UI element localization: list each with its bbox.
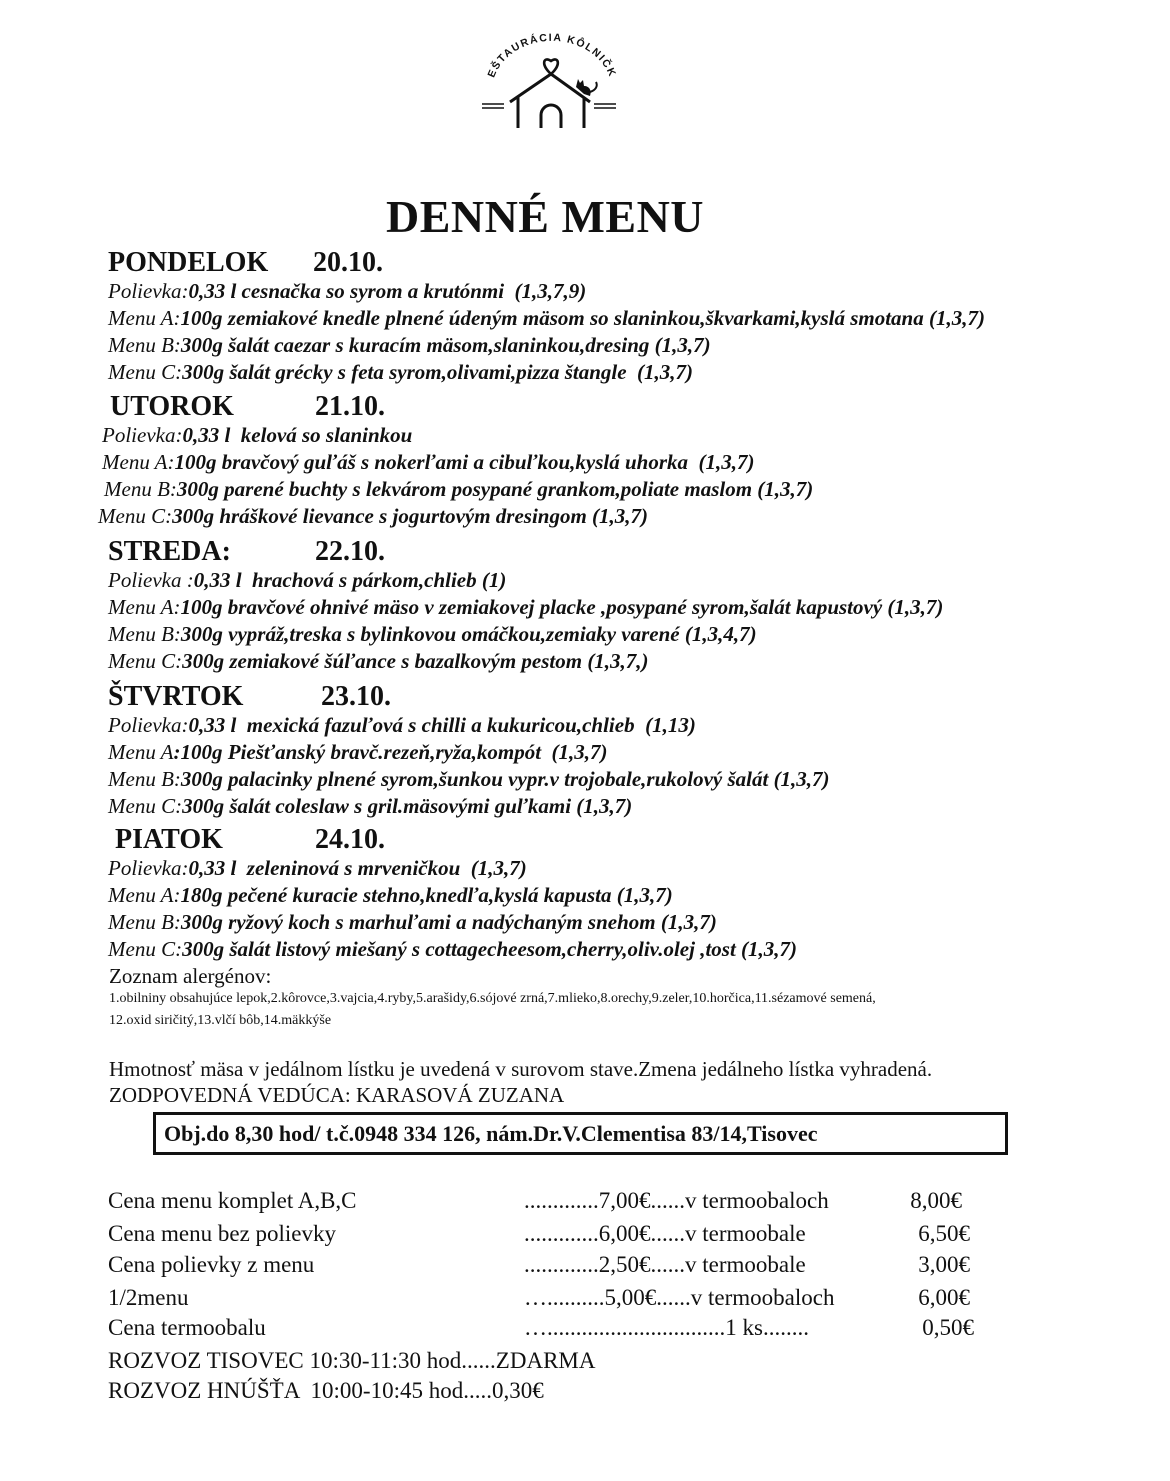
day-date: 20.10. — [313, 247, 383, 278]
price-value: 8,00€ — [910, 1188, 962, 1213]
house-heart-cat-logo-icon — [472, 30, 632, 140]
price-base: .............6,00€......v termoobale — [524, 1221, 806, 1246]
weight-note: Hmotnosť mäsa v jedálnom lístku je uvedená v surovom stave.Zmena jedálneho lístka vyhradená. — [109, 1057, 933, 1081]
day-header — [108, 825, 797, 855]
menu-item-soup: Polievka :0,33 l hrachová s párkom,chlieb (1) — [108, 568, 507, 592]
restaurant-logo — [472, 30, 632, 140]
menu-item-c: Menu C:300g šalát listový miešaný s cottagecheesom,cherry,oliv.olej ,tost (1,3,7) — [108, 937, 798, 961]
price-row — [108, 1219, 988, 1249]
day-header — [102, 392, 813, 422]
price-label: Cena termoobalu — [108, 1315, 266, 1340]
price-value: 6,00€ — [918, 1285, 970, 1310]
price-label: Cena polievky z menu — [108, 1252, 315, 1277]
price-label: Cena menu komplet A,B,C — [108, 1188, 357, 1213]
menu-item-c: Menu C:300g zemiakové šúľance s bazalkovým pestom (1,3,7,) — [108, 649, 649, 673]
day-name: ŠTVRTOK — [108, 681, 244, 712]
menu-item-b: Menu B:300g šalát caezar s kuracím mäsom,slaninkou,dresing (1,3,7) — [108, 333, 711, 357]
price-value: 6,50€ — [918, 1221, 970, 1246]
day-date: 21.10. — [315, 391, 385, 422]
price-label: Cena menu bez polievky — [108, 1221, 337, 1246]
menu-item-soup: Polievka:0,33 l kelová so slaninkou — [102, 423, 413, 447]
menu-item-soup: Polievka:0,33 l zeleninová s mrveničkou (1,3,7) — [108, 856, 527, 880]
day-date: 22.10. — [315, 536, 385, 567]
menu-item-soup: Polievka:0,33 l cesnačka so syrom a krutónmi (1,3,7,9) — [108, 279, 587, 303]
allergens-heading: Zoznam alergénov: — [109, 964, 272, 988]
menu-item-a: Menu A:100g Piešťanský bravč.rezeň,ryža,kompót (1,3,7) — [108, 740, 608, 764]
delivery-hnusta: ROZVOZ HNÚŠŤA 10:00-10:45 hod.....0,30€ — [108, 1378, 544, 1403]
menu-item-c: Menu C:300g hráškové lievance s jogurtovým dresingom (1,3,7) — [98, 504, 649, 528]
day-name: PIATOK — [115, 824, 223, 855]
menu-item-b: Menu B:300g parené buchty s lekvárom posypané grankom,poliate maslom (1,3,7) — [104, 477, 814, 501]
price-base: …..........5,00€......v termoobaloch — [524, 1285, 835, 1310]
menu-item-c: Menu C:300g šalát grécky s feta syrom,olivami,pizza štangle (1,3,7) — [108, 360, 694, 384]
order-info-box: Obj.do 8,30 hod/ t.č.0948 334 126, nám.Dr.V.Clementisa 83/14,Tisovec — [153, 1112, 1008, 1155]
responsible-person: ZODPOVEDNÁ VEDÚCA: KARASOVÁ ZUZANA — [109, 1083, 565, 1107]
price-base: .............2,50€......v termoobale — [524, 1252, 806, 1277]
menu-item-a: Menu A:100g bravčové ohnivé mäso v zemiakovej placke ,posypané syrom,šalát kapustový (1,3,7) — [108, 595, 944, 619]
menu-item-c: Menu C:300g šalát coleslaw s gril.mäsovými guľkami (1,3,7) — [108, 794, 633, 818]
price-row — [108, 1250, 988, 1280]
day-monday — [108, 248, 985, 386]
day-date: 24.10. — [315, 824, 385, 855]
price-value: 3,00€ — [918, 1252, 970, 1277]
day-friday — [108, 825, 797, 963]
day-name: PONDELOK — [108, 247, 269, 278]
day-header — [108, 682, 830, 712]
allergens-line-1: 1.obilniny obsahujúce lepok,2.kôrovce,3.vajcia,4.ryby,5.arašidy,6.sójové zrná,7.mlieko,8.orechy,9.zeler,10.horčica,11.sézamové semená, — [109, 991, 876, 1006]
price-row — [108, 1283, 988, 1313]
menu-item-b: Menu B:300g palacinky plnené syrom,šunkou vypr.v trojobale,rukolový šalát (1,3,7) — [108, 767, 830, 791]
price-value: 0,50€ — [922, 1315, 974, 1340]
menu-item-soup: Polievka:0,33 l mexická fazuľová s chilli a kukuricou,chlieb (1,13) — [108, 713, 696, 737]
price-base: …...............................1 ks........ — [524, 1315, 809, 1340]
price-label: 1/2menu — [108, 1285, 189, 1310]
menu-item-a: Menu A:100g zemiakové knedle plnené údeným mäsom so slaninkou,škvarkami,kyslá smotana (1,3,7) — [108, 306, 985, 330]
day-wednesday — [108, 537, 943, 675]
menu-item-b: Menu B:300g ryžový koch s marhuľami a nadýchaným snehom (1,3,7) — [108, 910, 717, 934]
menu-item-b: Menu B:300g vypráž,treska s bylinkovou omáčkou,zemiaky varené (1,3,4,7) — [108, 622, 757, 646]
day-tuesday — [98, 391, 814, 530]
day-name: UTOROK — [110, 391, 234, 422]
day-name: STREDA: — [108, 536, 231, 567]
page-title: DENNÉ MENU — [385, 191, 705, 242]
allergens-line-2: 12.oxid siričitý,13.vlčí bôb,14.mäkkýše — [109, 1013, 332, 1028]
price-row — [108, 1186, 988, 1216]
logo-text: EŠTAURÁCIA KÔLNIČK — [485, 31, 619, 80]
day-header — [108, 248, 985, 278]
day-thursday — [108, 682, 830, 820]
day-date: 23.10. — [321, 681, 391, 712]
menu-item-a: Menu A:100g bravčový guľáš s nokerľami a cibuľkou,kyslá uhorka (1,3,7) — [102, 450, 755, 474]
delivery-tisovec: ROZVOZ TISOVEC 10:30-11:30 hod......ZDARMA — [108, 1348, 596, 1373]
price-row — [108, 1313, 988, 1343]
price-base: .............7,00€......v termoobaloch — [524, 1188, 829, 1213]
menu-item-a: Menu A:180g pečené kuracie stehno,knedľa,kyslá kapusta (1,3,7) — [108, 883, 673, 907]
day-header — [108, 537, 943, 567]
